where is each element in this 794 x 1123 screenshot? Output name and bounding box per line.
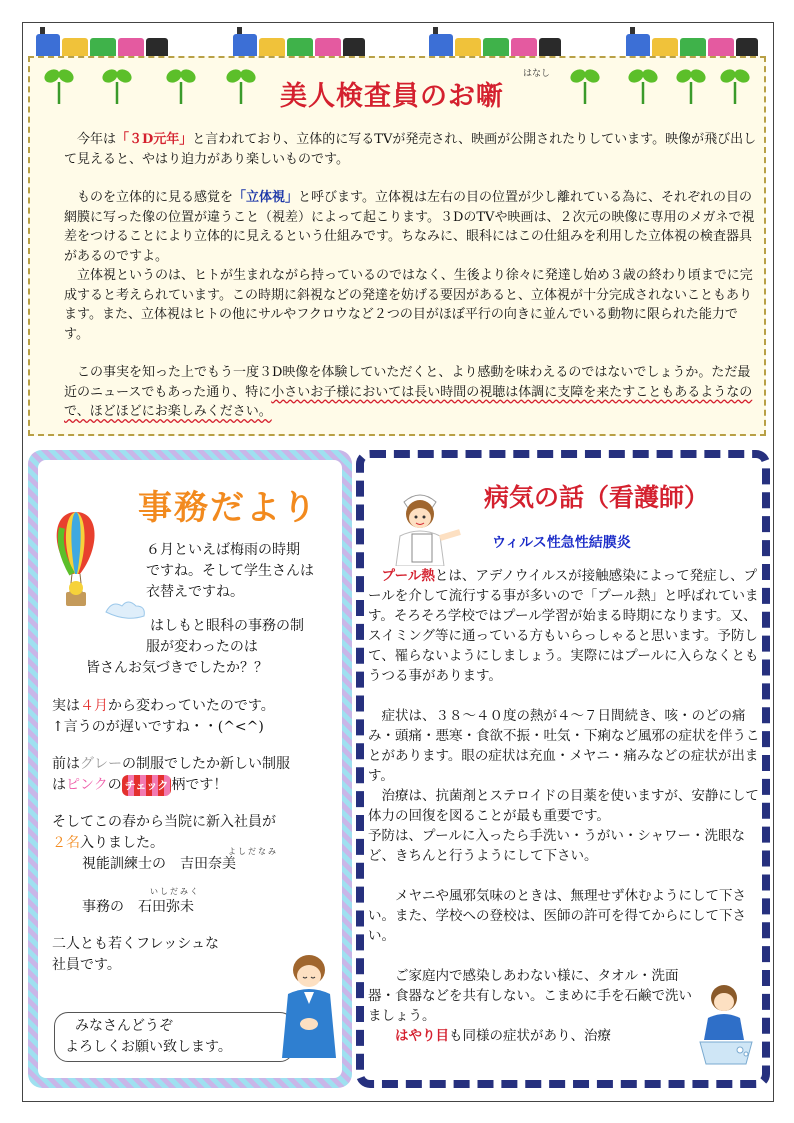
sprout-icon <box>166 64 196 104</box>
office-text: そしてこの春から当院に新入社員が <box>52 814 276 830</box>
bubble-line: よろしくお願い致します。 <box>65 1039 232 1055</box>
greeting-speech-bubble <box>54 1012 294 1062</box>
office-text: ですね。そして学生さんは <box>146 563 314 579</box>
train-illustration <box>233 28 365 56</box>
child-washing-hands-icon <box>694 980 758 1076</box>
paragraph: ご家庭内で感染しあわない様に、タオル・洗面器・食器などを共有しない。こまめに手を石鹸で洗いましょう。 <box>368 968 692 1024</box>
office-text: はしもと眼科の事務の制 <box>150 618 304 634</box>
office-text: はピンクの チェック 柄です！ <box>52 775 227 796</box>
train-illustration <box>626 28 758 56</box>
office-text: 服が変わったのは <box>146 639 258 655</box>
sprout-icon <box>44 64 74 104</box>
sprout-icon <box>102 64 132 104</box>
office-news-inner <box>38 460 342 1078</box>
sprout-icon <box>628 64 658 104</box>
office-text: 皆さんお気づきでしたか？？ <box>86 660 268 676</box>
office-text: 衣替えですね。 <box>146 584 244 600</box>
sprout-icon <box>720 64 750 104</box>
top-article <box>28 56 766 436</box>
paragraph: この事実を知った上でもう一度３D映像を体験していただくと、より感動を味わえるのではないでしょうか。ただ最近のニュースでもあった通り、特に小さいお子様においては長い時間の視聴は体調に支障を来たすこともあるようなので、ほどほどにお楽しみください。 <box>64 365 753 419</box>
top-article-title: 美人検査員のお噺 <box>280 81 504 112</box>
top-article-body <box>64 130 762 422</box>
office-text: 社員です。 <box>52 957 121 973</box>
office-text: ↑言うのが遅いですね・・(^<^) <box>52 719 264 735</box>
bubble-line: みなさんどうぞ <box>75 1018 173 1034</box>
paragraph: ものを立体的に見る感覚を「立体視」と呼びます。立体視は左右の目の位置が少し離れている為に、それぞれの目の網膜に写った像の位置が違うこと（視差）によって起こります。３DのTVや映画は、２次元の映像に専用のメガネで視差をつけることにより立体的に見えるという仕組みです。ちなみに、眼科にはこの仕組みを利用した立体視の検査器具があるのですよ。 <box>64 190 755 264</box>
highlight-stereopsis: 「立体視」 <box>233 190 299 205</box>
paragraph: 症状は、３８～４０度の熱が４～７日間続き、咳・のどの痛み・頭痛・悪寒・食欲不振・吐気・下痢など風邪の症状を伴うことがあります。眼の症状は充血・メヤニ・痛みなどの症状が出ます。 <box>368 708 760 784</box>
disease-article-box <box>356 450 770 1088</box>
disease-article-title: 病気の話（看護師） <box>484 483 710 512</box>
hot-air-balloon-icon <box>44 508 148 628</box>
sprout-icon <box>570 64 600 104</box>
new-staff-name: 視能訓練士の 吉田奈美 <box>82 856 236 872</box>
office-text: 二人とも若くフレッシュな <box>52 936 220 952</box>
nurse-icon <box>390 486 466 566</box>
sprout-icon <box>676 64 706 104</box>
paragraph: 治療は、抗菌剤とステロイドの目薬を使いますが、安静にして体力の回復を図ることが最も重要です。 <box>368 788 759 824</box>
new-staff-name: 事務の 石田弥未 <box>82 899 194 915</box>
paragraph: 予防は、プールに入ったら手洗い・うがい・シャワー・洗眼など、きちんと行うようにして下さい。 <box>368 828 746 864</box>
train-banner <box>36 28 758 56</box>
highlight-3d-year: 「３D元年」 <box>116 132 193 147</box>
office-news-title: 事務だより <box>138 488 318 528</box>
sprout-icon <box>226 64 256 104</box>
name-ruby: いしだみく <box>150 887 200 896</box>
disease-article-body <box>368 566 766 1046</box>
train-illustration <box>429 28 561 56</box>
staff-bowing-icon <box>276 950 342 1060</box>
office-text: ６月といえば梅雨の時期 <box>146 542 300 558</box>
paragraph: 今年は「３D元年」と言われており、立体的に写るTVが発売され、映画が公開されたりしています。映像が飛び出して見えると、やはり迫力があり楽しいものです。 <box>64 132 757 167</box>
office-text: 前はグレーの制服でしたか新しい制服 <box>52 756 290 772</box>
paragraph: プール熱とは、アデノウイルスが接触感染によって発症し、プールを介して流行する事が多いので「プール熱」と呼ばれています。そろそろ学校ではプール学習が始まる時期になります。又、スイミング等に通っている方もいらっしゃると思います。予防して、罹らないようにしましょう。実際にはプールに入らなくともうつる事があります。 <box>368 568 759 684</box>
title-ruby: はなし <box>523 69 551 79</box>
office-text: 実は４月から変わっていたのです。 <box>52 698 275 714</box>
caution-text: 小さいお子様においては長い時間の視聴は体調に支障を来たすこともあるようなので、ほどほどにお楽しみください。 <box>64 384 753 419</box>
paragraph: メヤニや風邪気味のときは、無理せず休むようにして下さい。また、学校への登校は、医師の許可を得てからにして下さい。 <box>368 888 746 944</box>
checker-pattern-label: チェック <box>122 775 172 796</box>
disease-article-subtitle: ウィルス性急性結膜炎 <box>492 535 631 551</box>
office-text: ２名入りました。 <box>52 835 164 851</box>
paragraph: 立体視というのは、ヒトが生まれながら持っているのではなく、生後より徐々に発達し始め３歳の終わり頃までに完成すると考えられています。この時期に斜視などの発達を妨げる要因があると、立体視が十分完成されないこともあります。また、立体視はヒトの他にサルやフクロウなど２つの目がほぼ平行の向きに並んでいる動物に限られた能力です。 <box>64 268 753 342</box>
train-illustration <box>36 28 168 56</box>
paragraph: はやり目も同様の症状があり、治療 <box>395 1028 611 1044</box>
office-news-box <box>28 450 352 1088</box>
name-ruby: よしだなみ <box>228 847 278 856</box>
